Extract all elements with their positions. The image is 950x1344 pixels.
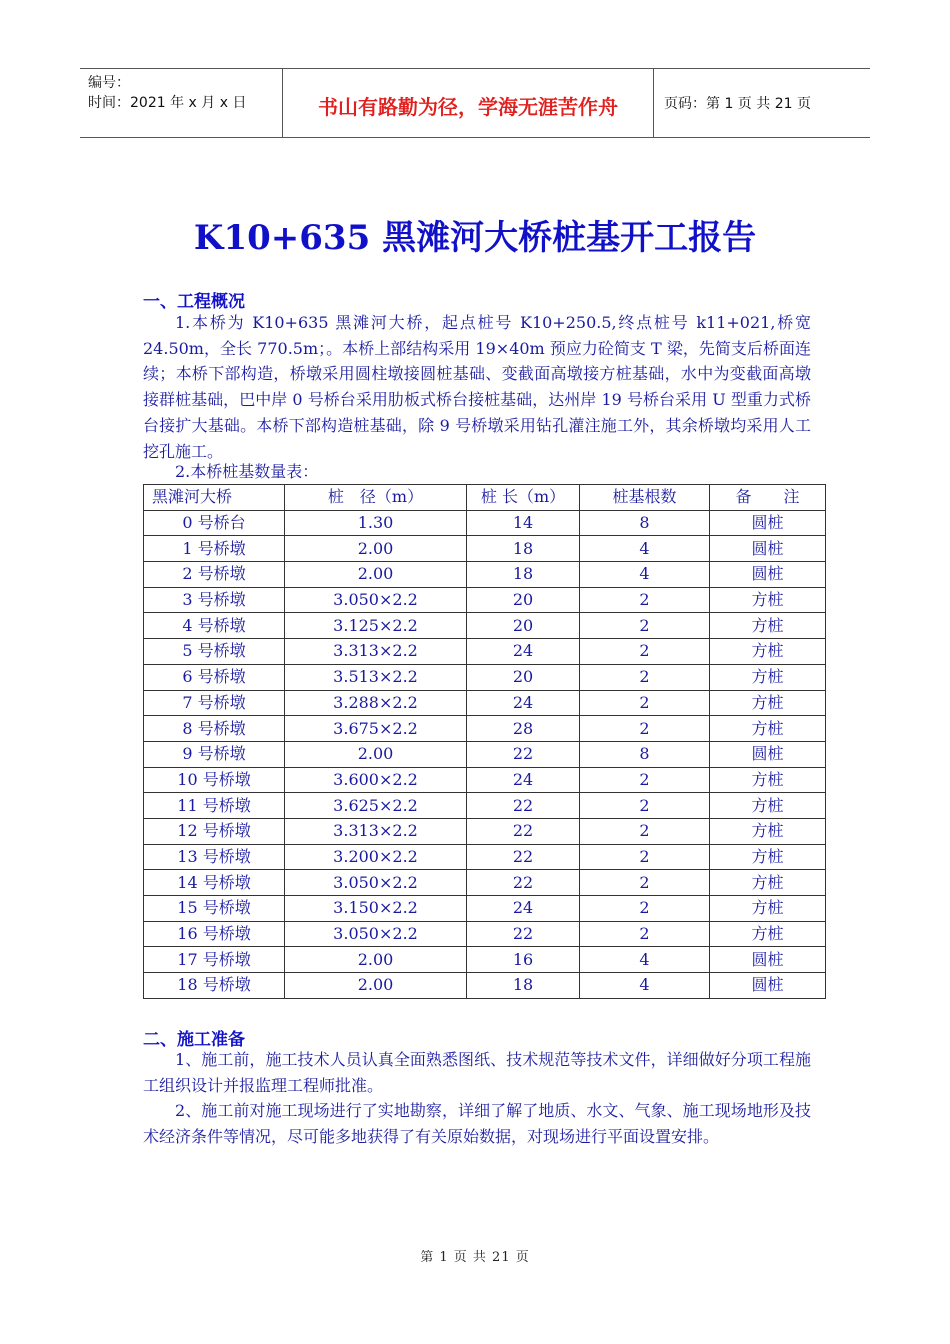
table-row bbox=[144, 870, 826, 896]
cell-length: 20 bbox=[467, 664, 580, 690]
page-footer: 第 1 页 共 21 页 bbox=[420, 1250, 530, 1265]
header-page-info: 页码：第 1 页 共 21 页 bbox=[664, 96, 811, 112]
cell-count: 4 bbox=[580, 536, 710, 562]
header-time: 时间：2021 年 x 月 x 日 bbox=[88, 95, 247, 111]
table-row bbox=[144, 562, 826, 588]
cell-count: 8 bbox=[580, 741, 710, 767]
cell-count: 2 bbox=[580, 664, 710, 690]
cell-length: 18 bbox=[467, 562, 580, 588]
cell-remark: 方桩 bbox=[710, 664, 826, 690]
table-body bbox=[144, 510, 826, 998]
cell-count: 2 bbox=[580, 844, 710, 870]
cell-remark: 圆桩 bbox=[710, 562, 826, 588]
cell-diameter: 3.050×2.2 bbox=[285, 587, 467, 613]
cell-remark: 方桩 bbox=[710, 870, 826, 896]
table-row bbox=[144, 639, 826, 665]
cell-remark: 方桩 bbox=[710, 767, 826, 793]
section1-paragraph-1: 1.本桥为 K10+635 黑滩河大桥，起点桩号 K10+250.5,终点桩号 k11+021,桥宽 24.50m，全长 770.5m；。本桥上部结构采用 19×40m 预应力砼简支 T 梁，先简支后桥面连续；本桥下部构造，桥墩采用圆柱墩接圆桩基础、变截面高墩接方桩基础，水中为变截面高墩接群桩基础，巴中岸 0 号桥台采用肋板式桥台接桩基础，达州岸 19 号桥台采用 U 型重力式桥台接扩大基础。本桥下部构造桩基础，除 9 号桥墩采用钻孔灌注施工外，其余桥墩均采用人工挖孔施工。 bbox=[143, 313, 811, 461]
cell-count: 2 bbox=[580, 716, 710, 742]
table-row bbox=[144, 896, 826, 922]
cell-diameter: 3.675×2.2 bbox=[285, 716, 467, 742]
cell-remark: 方桩 bbox=[710, 716, 826, 742]
cell-count: 2 bbox=[580, 793, 710, 819]
cell-length: 24 bbox=[467, 767, 580, 793]
header-motto-cell bbox=[282, 69, 654, 137]
table-row bbox=[144, 844, 826, 870]
cell-remark: 圆桩 bbox=[710, 510, 826, 536]
table-row bbox=[144, 613, 826, 639]
cell-remark: 圆桩 bbox=[710, 536, 826, 562]
header-number: 编号： bbox=[88, 75, 130, 91]
cell-remark: 方桩 bbox=[710, 921, 826, 947]
cell-diameter: 3.625×2.2 bbox=[285, 793, 467, 819]
page-header bbox=[80, 68, 870, 138]
cell-remark: 方桩 bbox=[710, 818, 826, 844]
table-row bbox=[144, 741, 826, 767]
cell-diameter: 3.313×2.2 bbox=[285, 818, 467, 844]
cell-diameter: 3.050×2.2 bbox=[285, 921, 467, 947]
cell-diameter: 1.30 bbox=[285, 510, 467, 536]
col-header-count: 桩基根数 bbox=[580, 485, 710, 511]
cell-remark: 方桩 bbox=[710, 896, 826, 922]
cell-count: 4 bbox=[580, 947, 710, 973]
cell-diameter: 2.00 bbox=[285, 973, 467, 999]
cell-diameter: 3.125×2.2 bbox=[285, 613, 467, 639]
cell-location: 12 号桥墩 bbox=[144, 818, 285, 844]
cell-length: 22 bbox=[467, 818, 580, 844]
cell-length: 22 bbox=[467, 921, 580, 947]
cell-location: 1 号桥墩 bbox=[144, 536, 285, 562]
cell-length: 28 bbox=[467, 716, 580, 742]
cell-count: 8 bbox=[580, 510, 710, 536]
cell-diameter: 2.00 bbox=[285, 562, 467, 588]
cell-location: 7 号桥墩 bbox=[144, 690, 285, 716]
pile-quantity-table bbox=[143, 484, 826, 999]
cell-remark: 圆桩 bbox=[710, 741, 826, 767]
cell-remark: 方桩 bbox=[710, 639, 826, 665]
cell-diameter: 3.288×2.2 bbox=[285, 690, 467, 716]
section1-heading: 一、工程概况 bbox=[143, 292, 245, 312]
cell-diameter: 2.00 bbox=[285, 536, 467, 562]
cell-diameter: 3.200×2.2 bbox=[285, 844, 467, 870]
cell-count: 2 bbox=[580, 587, 710, 613]
section1-paragraph-2: 2.本桥桩基数量表： bbox=[175, 462, 319, 481]
header-motto: 书山有路勤为径，学海无涯苦作舟 bbox=[318, 94, 618, 119]
cell-remark: 圆桩 bbox=[710, 973, 826, 999]
table-row bbox=[144, 818, 826, 844]
cell-length: 20 bbox=[467, 587, 580, 613]
table-row bbox=[144, 767, 826, 793]
cell-count: 2 bbox=[580, 818, 710, 844]
cell-count: 2 bbox=[580, 690, 710, 716]
cell-location: 5 号桥墩 bbox=[144, 639, 285, 665]
cell-length: 22 bbox=[467, 844, 580, 870]
table-row bbox=[144, 716, 826, 742]
table-row bbox=[144, 664, 826, 690]
cell-count: 2 bbox=[580, 767, 710, 793]
cell-length: 14 bbox=[467, 510, 580, 536]
cell-diameter: 3.513×2.2 bbox=[285, 664, 467, 690]
cell-length: 24 bbox=[467, 896, 580, 922]
table-row bbox=[144, 793, 826, 819]
cell-location: 0 号桥台 bbox=[144, 510, 285, 536]
section2-heading: 二、施工准备 bbox=[143, 1030, 245, 1050]
cell-location: 15 号桥墩 bbox=[144, 896, 285, 922]
cell-length: 24 bbox=[467, 639, 580, 665]
table-row bbox=[144, 587, 826, 613]
cell-location: 2 号桥墩 bbox=[144, 562, 285, 588]
cell-diameter: 2.00 bbox=[285, 741, 467, 767]
cell-remark: 方桩 bbox=[710, 793, 826, 819]
cell-location: 8 号桥墩 bbox=[144, 716, 285, 742]
cell-count: 4 bbox=[580, 562, 710, 588]
document-title: K10+635 黑滩河大桥桩基开工报告 bbox=[193, 218, 757, 258]
cell-diameter: 3.050×2.2 bbox=[285, 870, 467, 896]
cell-location: 16 号桥墩 bbox=[144, 921, 285, 947]
table-row bbox=[144, 510, 826, 536]
cell-length: 20 bbox=[467, 613, 580, 639]
cell-count: 2 bbox=[580, 870, 710, 896]
cell-length: 22 bbox=[467, 741, 580, 767]
cell-location: 14 号桥墩 bbox=[144, 870, 285, 896]
cell-diameter: 3.313×2.2 bbox=[285, 639, 467, 665]
col-header-remark: 备 注 bbox=[710, 485, 826, 511]
col-header-bridge: 黑滩河大桥 bbox=[144, 485, 285, 511]
table-row bbox=[144, 973, 826, 999]
table-row bbox=[144, 921, 826, 947]
cell-remark: 方桩 bbox=[710, 844, 826, 870]
cell-remark: 方桩 bbox=[710, 587, 826, 613]
cell-remark: 方桩 bbox=[710, 690, 826, 716]
table-row bbox=[144, 690, 826, 716]
cell-length: 24 bbox=[467, 690, 580, 716]
table-row bbox=[144, 947, 826, 973]
col-header-diameter: 桩 径（m） bbox=[285, 485, 467, 511]
col-header-length: 桩 长（m） bbox=[467, 485, 580, 511]
cell-remark: 方桩 bbox=[710, 613, 826, 639]
table-row bbox=[144, 536, 826, 562]
cell-length: 22 bbox=[467, 793, 580, 819]
table-header-row bbox=[144, 485, 826, 511]
cell-count: 2 bbox=[580, 613, 710, 639]
cell-length: 22 bbox=[467, 870, 580, 896]
cell-diameter: 2.00 bbox=[285, 947, 467, 973]
cell-length: 18 bbox=[467, 973, 580, 999]
section2-paragraph-1: 1、施工前，施工技术人员认真全面熟悉图纸、技术规范等技术文件，详细做好分项工程施工组织设计并报监理工程师批准。 bbox=[143, 1050, 811, 1095]
cell-count: 4 bbox=[580, 973, 710, 999]
cell-diameter: 3.150×2.2 bbox=[285, 896, 467, 922]
cell-location: 11 号桥墩 bbox=[144, 793, 285, 819]
header-meta bbox=[80, 69, 282, 137]
cell-diameter: 3.600×2.2 bbox=[285, 767, 467, 793]
cell-count: 2 bbox=[580, 639, 710, 665]
cell-location: 10 号桥墩 bbox=[144, 767, 285, 793]
cell-count: 2 bbox=[580, 921, 710, 947]
cell-location: 13 号桥墩 bbox=[144, 844, 285, 870]
cell-length: 18 bbox=[467, 536, 580, 562]
cell-count: 2 bbox=[580, 896, 710, 922]
cell-location: 4 号桥墩 bbox=[144, 613, 285, 639]
cell-remark: 圆桩 bbox=[710, 947, 826, 973]
cell-location: 3 号桥墩 bbox=[144, 587, 285, 613]
cell-location: 18 号桥墩 bbox=[144, 973, 285, 999]
cell-length: 16 bbox=[467, 947, 580, 973]
section2-paragraph-2: 2、施工前对施工现场进行了实地勘察，详细了解了地质、水文、气象、施工现场地形及技术经济条件等情况，尽可能多地获得了有关原始数据，对现场进行平面设置安排。 bbox=[143, 1101, 811, 1146]
cell-location: 17 号桥墩 bbox=[144, 947, 285, 973]
cell-location: 9 号桥墩 bbox=[144, 741, 285, 767]
cell-location: 6 号桥墩 bbox=[144, 664, 285, 690]
